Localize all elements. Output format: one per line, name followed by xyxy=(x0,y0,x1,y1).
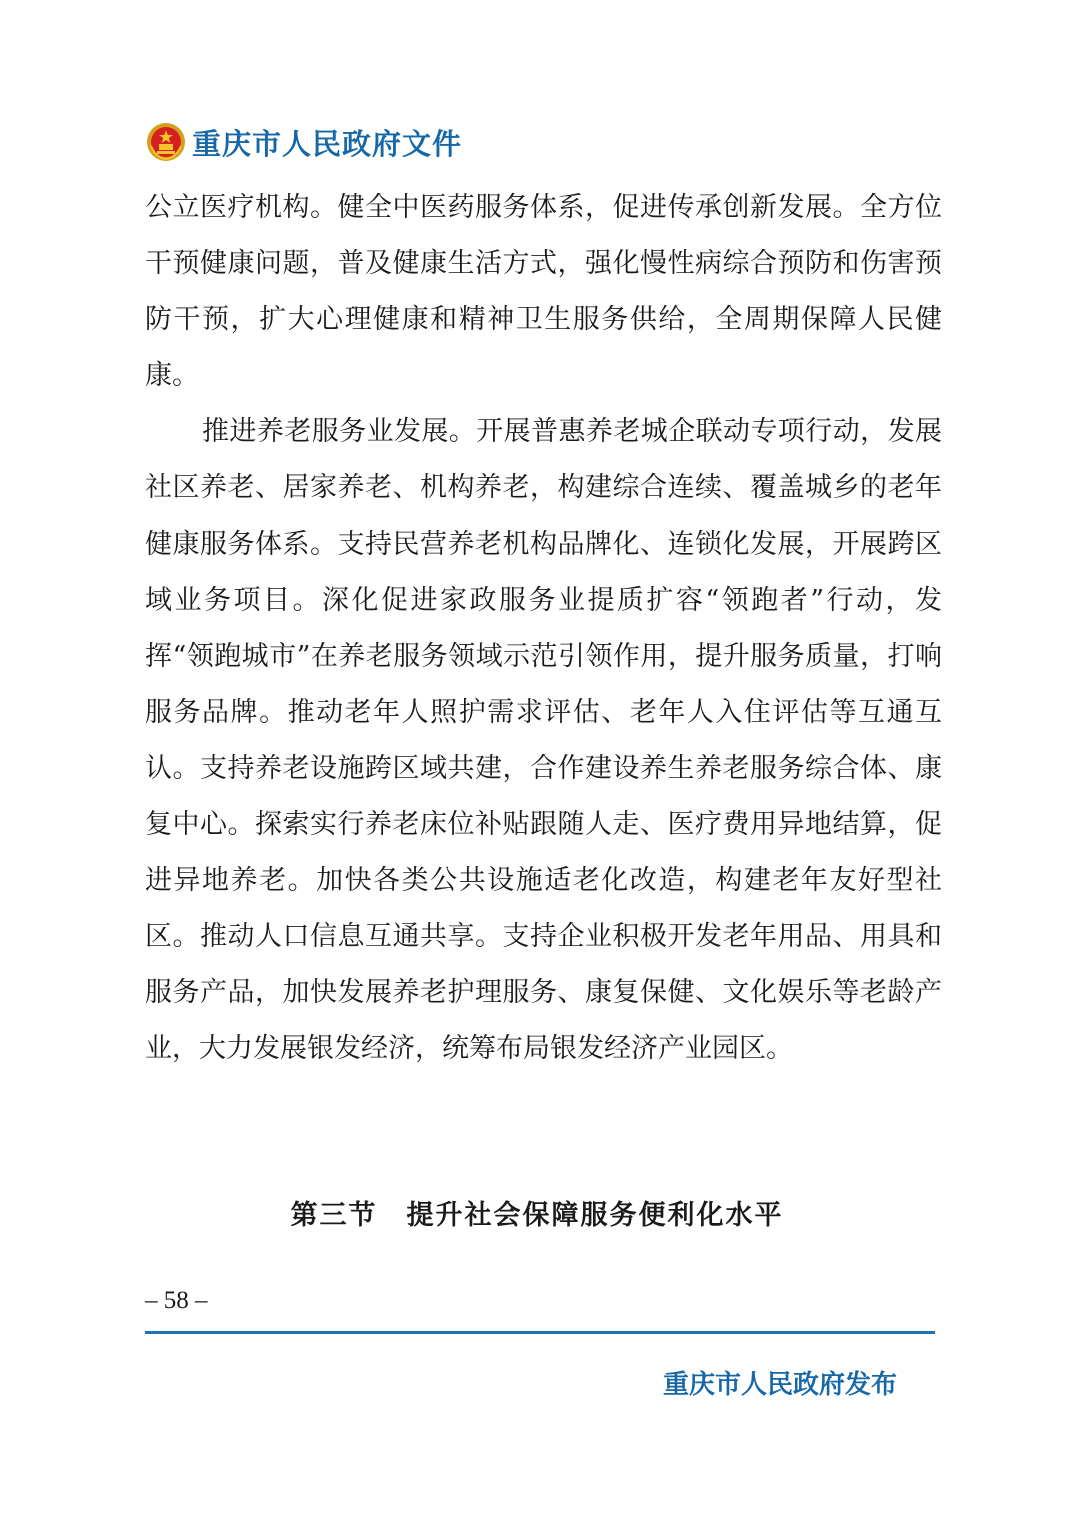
document-body xyxy=(145,180,942,1078)
paragraph-health: 公立医疗机构。健全中医药服务体系，促进传承创新发展。全方位干预健康问题，普及健康生活方式，强化慢性病综合预防和伤害预防干预，扩大心理健康和精神卫生服务供给，全周期保障人民健康。 xyxy=(145,192,942,392)
document-header xyxy=(146,118,462,166)
paragraph-elderly-care: 推进养老服务业发展。开展普惠养老城企联动专项行动，发展社区养老、居家养老、机构养老，构建综合连续、覆盖城乡的老年健康服务体系。支持民营养老机构品牌化、连锁化发展，开展跨区域业务项目。深化促进家政服务业提质扩容“领跑者”行动，发挥“领跑城市”在养老服务领域示范引领作用，提升服务质量，打响服务品牌。推动老年人照护需求评估、老年人入住评估等互通互认。支持养老设施跨区域共建，合作建设养生养老服务综合体、康复中心。探索实行养老床位补贴跟随人走、医疗费用异地结算，促进异地养老。加快各类公共设施适老化改造，构建老年友好型社区。推动人口信息互通共享。支持企业积极开发老年用品、用具和服务产品，加快发展养老护理服务、康复保健、文化娱乐等老龄产业，大力发展银发经济，统筹布局银发经济产业园区。 xyxy=(145,416,942,1065)
national-emblem-icon xyxy=(146,122,186,162)
footer-publisher: 重庆市人民政府发布 xyxy=(663,1370,898,1400)
footer-divider xyxy=(145,1331,935,1334)
page-number: – 58 – xyxy=(145,1287,208,1314)
section-title: 第三节 提升社会保障服务便利化水平 xyxy=(290,1200,784,1231)
header-title: 重庆市人民政府文件 xyxy=(192,126,463,161)
